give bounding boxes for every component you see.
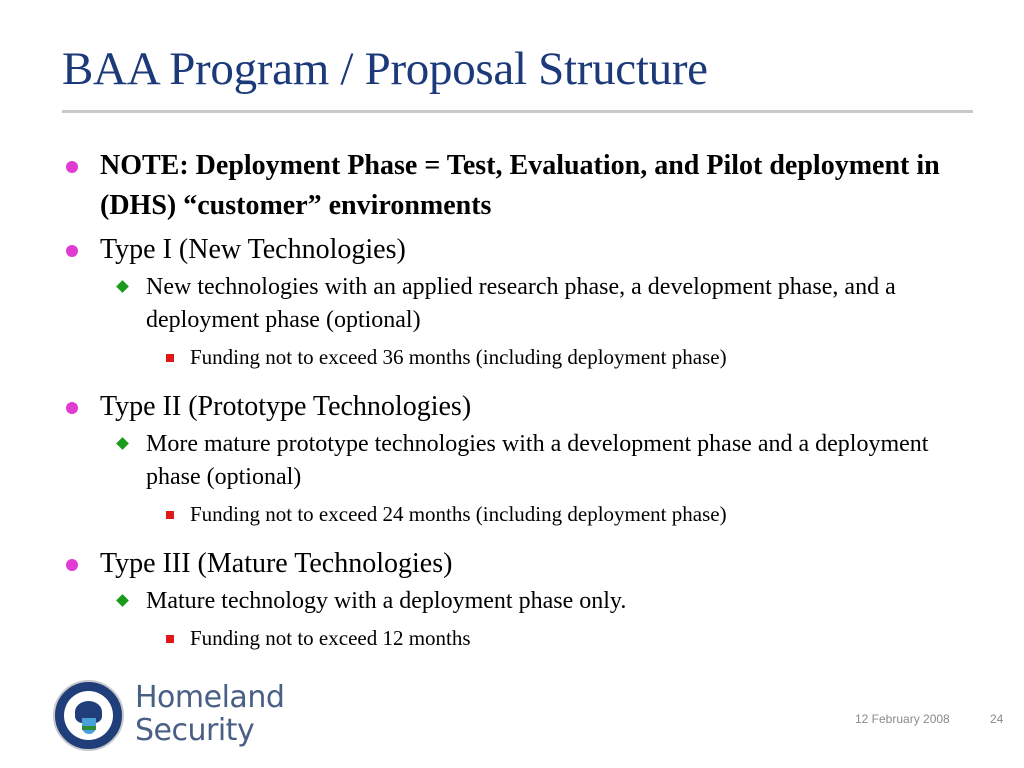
homeland-security-logo [135, 681, 284, 747]
bullet-type-2 [62, 387, 962, 427]
seal-stripe [82, 726, 96, 730]
sub-bullet-type-1 [62, 271, 962, 337]
title-divider [62, 110, 973, 113]
bullet-type-3-text: Type III (Mature Technologies) [100, 548, 453, 579]
dhs-seal-icon [53, 680, 124, 751]
bullet-note [62, 146, 962, 226]
logo-line-1: Homeland [135, 680, 285, 715]
funding-type-3 [62, 622, 962, 655]
sub-bullet-type-2-text: More mature prototype technologies with a development phase and a deployment phase (optional) [146, 431, 929, 490]
diamond-bullet-icon [116, 594, 129, 607]
bullet-type-2-text: Type II (Prototype Technologies) [100, 391, 472, 422]
diamond-bullet-icon [116, 437, 129, 450]
bullet-dot-icon [66, 245, 78, 257]
funding-type-3-text: Funding not to exceed 12 months [190, 626, 471, 650]
bullet-dot-icon [66, 402, 78, 414]
bullet-note-text: NOTE: Deployment Phase = Test, Evaluation, and Pilot deployment in (DHS) “customer” environments [100, 150, 940, 221]
funding-type-1 [62, 341, 962, 374]
bullet-dot-icon [66, 161, 78, 173]
sub-bullet-type-2 [62, 428, 962, 494]
bullet-type-1 [62, 230, 962, 270]
bullet-type-3 [62, 544, 962, 584]
sub-bullet-type-1-text: New technologies with an applied research phase, a development phase, and a deployment phase (optional) [146, 274, 896, 333]
square-bullet-icon [166, 354, 174, 362]
funding-type-1-text: Funding not to exceed 36 months (including deployment phase) [190, 345, 727, 369]
footer-date: 12 February 2008 [855, 712, 950, 726]
slide-body [62, 146, 962, 668]
slide-number: 24 [990, 712, 1004, 726]
funding-type-2 [62, 498, 962, 531]
bullet-dot-icon [66, 559, 78, 571]
sub-bullet-type-3-text: Mature technology with a deployment phase only. [146, 588, 627, 614]
square-bullet-icon [166, 511, 174, 519]
slide-title: BAA Program / Proposal Structure [62, 43, 708, 95]
square-bullet-icon [166, 635, 174, 643]
funding-type-2-text: Funding not to exceed 24 months (including deployment phase) [190, 502, 727, 526]
bullet-type-1-text: Type I (New Technologies) [100, 234, 406, 265]
logo-line-2: Security [135, 713, 255, 748]
diamond-bullet-icon [116, 280, 129, 293]
sub-bullet-type-3 [62, 585, 962, 618]
